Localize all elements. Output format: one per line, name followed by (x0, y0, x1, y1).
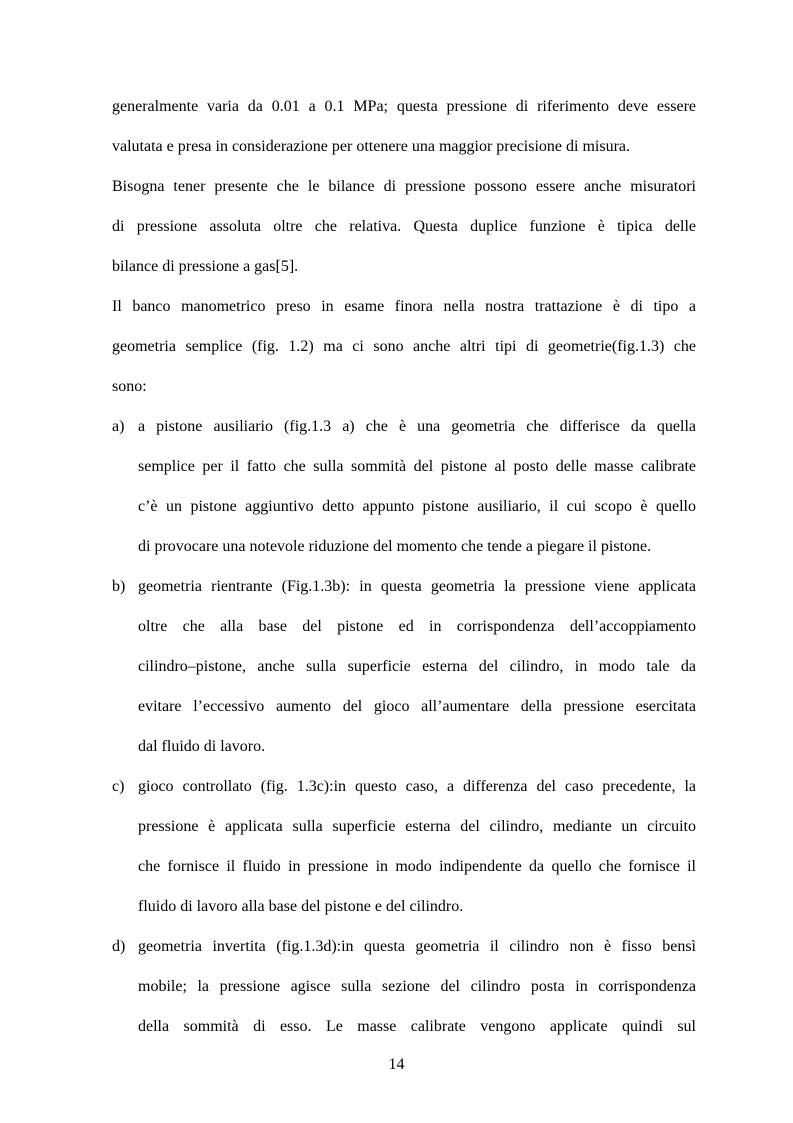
paragraph-line: generalmente varia da 0.01 a 0.1 MPa; questa pressione di riferimento deve essere (112, 98, 696, 115)
list-item-d (112, 927, 696, 967)
list-line: a pistone ausiliario (fig.1.3 a) che è una geometria che differisce da quella (138, 418, 696, 435)
list-line: geometria invertita (fig.1.3d):in questa geometria il cilindro non è fisso bensì (138, 938, 696, 955)
paragraph-line: Bisogna tener presente che le bilance di pressione possono essere anche misuratori (112, 178, 696, 195)
list-line: dal fluido di lavoro. (138, 738, 266, 755)
list-line: c’è un pistone aggiuntivo detto appunto pistone ausiliario, il cui scopo è quello (138, 498, 696, 515)
paragraph-line: di pressione assoluta oltre che relativa. Questa duplice funzione è tipica delle (112, 218, 696, 235)
list-marker: d) (112, 938, 126, 955)
paragraph-line: Il banco manometrico preso in esame finora nella nostra trattazione è di tipo a (112, 298, 696, 315)
paragraph-line: valutata e presa in considerazione per ottenere una maggior precisione di misura. (112, 138, 631, 155)
list-marker: a) (112, 418, 125, 435)
paragraph-line: sono: (112, 378, 147, 395)
list-line: di provocare una notevole riduzione del momento che tende a piegare il pistone. (138, 538, 652, 555)
page-body (112, 87, 696, 1047)
list-line: che fornisce il fluido in pressione in modo indipendente da quello che fornisce il (138, 858, 696, 875)
list-line: della sommità di esso. Le masse calibrate vengono applicate quindi sul (138, 1018, 696, 1035)
paragraph-line: geometria semplice (fig. 1.2) ma ci sono anche altri tipi di geometrie(fig.1.3) che (112, 338, 696, 355)
list-line: evitare l’eccessivo aumento del gioco all’aumentare della pressione esercitata (138, 698, 696, 715)
list-item-c (112, 767, 696, 807)
list-line: gioco controllato (fig. 1.3c):in questo caso, a differenza del caso precedente, la (138, 778, 696, 795)
list-line: cilindro–pistone, anche sulla superficie esterna del cilindro, in modo tale da (138, 658, 696, 675)
page-number: 14 (388, 1056, 405, 1073)
list-line: semplice per il fatto che sulla sommità del pistone al posto delle masse calibrate (138, 458, 696, 475)
list-line: geometria rientrante (Fig.1.3b): in questa geometria la pressione viene applicata (138, 578, 696, 595)
list-line: oltre che alla base del pistone ed in corrispondenza dell’accoppiamento (138, 618, 696, 635)
list-marker: b) (112, 578, 126, 595)
list-marker: c) (112, 778, 125, 795)
list-line: fluido di lavoro alla base del pistone e del cilindro. (138, 898, 464, 915)
list-item-a (112, 407, 696, 447)
list-line: mobile; la pressione agisce sulla sezione del cilindro posta in corrispondenza (138, 978, 696, 995)
paragraph-line: bilance di pressione a gas[5]. (112, 258, 299, 275)
list-item-b (112, 567, 696, 607)
list-line: pressione è applicata sulla superficie esterna del cilindro, mediante un circuito (138, 818, 696, 835)
